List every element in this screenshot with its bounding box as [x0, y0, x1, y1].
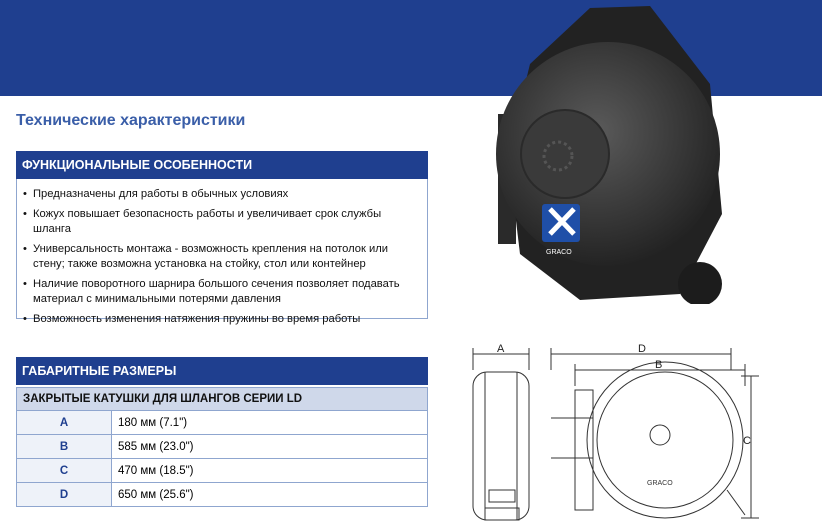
side-view-outline	[473, 372, 529, 520]
feature-item: • Возможность изменения натяжения пружины во время работы	[23, 312, 421, 328]
dimension-label: C	[17, 459, 112, 483]
dimensions-header: ГАБАРИТНЫЕ РАЗМЕРЫ	[16, 357, 428, 385]
dimension-drawing	[455, 340, 822, 523]
table-row	[17, 435, 428, 459]
dimension-value: 650 мм (25.6")	[112, 483, 428, 507]
reel-hub	[521, 110, 609, 198]
dim-label-a: A	[497, 343, 505, 355]
dimension-label: B	[17, 435, 112, 459]
dimension-label: A	[17, 411, 112, 435]
feature-item: • Кожух повышает безопасность работы и увеличивает срок службы шланга	[23, 207, 421, 238]
dimensions-subheader: ЗАКРЫТЫЕ КАТУШКИ ДЛЯ ШЛАНГОВ СЕРИИ LD	[17, 388, 428, 411]
hose-reel-photo	[490, 4, 740, 304]
dimension-value: 470 мм (18.5")	[112, 459, 428, 483]
page-title: Технические характеристики	[16, 112, 246, 129]
features-list	[16, 179, 428, 325]
features-header: ФУНКЦИОНАЛЬНЫЕ ОСОБЕННОСТИ	[16, 151, 428, 179]
dimension-value: 180 мм (7.1")	[112, 411, 428, 435]
front-view-outline	[587, 362, 743, 518]
feature-item: • Наличие поворотного шарнира большого сечения позволяет подавать материал с минимальными потерями давления	[23, 277, 421, 308]
dim-label-d: D	[638, 343, 646, 355]
dim-label-b: B	[655, 359, 663, 371]
graco-logo-text: GRACO	[546, 249, 572, 256]
table-row	[17, 459, 428, 483]
feature-item: • Предназначены для работы в обычных условиях	[23, 187, 421, 203]
dim-label-c: C	[743, 435, 751, 447]
dimension-value: 585 мм (23.0")	[112, 435, 428, 459]
hose-stopper	[678, 262, 722, 304]
dimension-label: D	[17, 483, 112, 507]
drawing-brand-text: GRACO	[647, 480, 673, 487]
dimensions-table	[16, 387, 428, 507]
table-row	[17, 483, 428, 507]
table-row	[17, 411, 428, 435]
feature-item: • Универсальность монтажа - возможность крепления на потолок или стену; также возможна установка на стойку, стол или контейнер	[23, 242, 421, 273]
